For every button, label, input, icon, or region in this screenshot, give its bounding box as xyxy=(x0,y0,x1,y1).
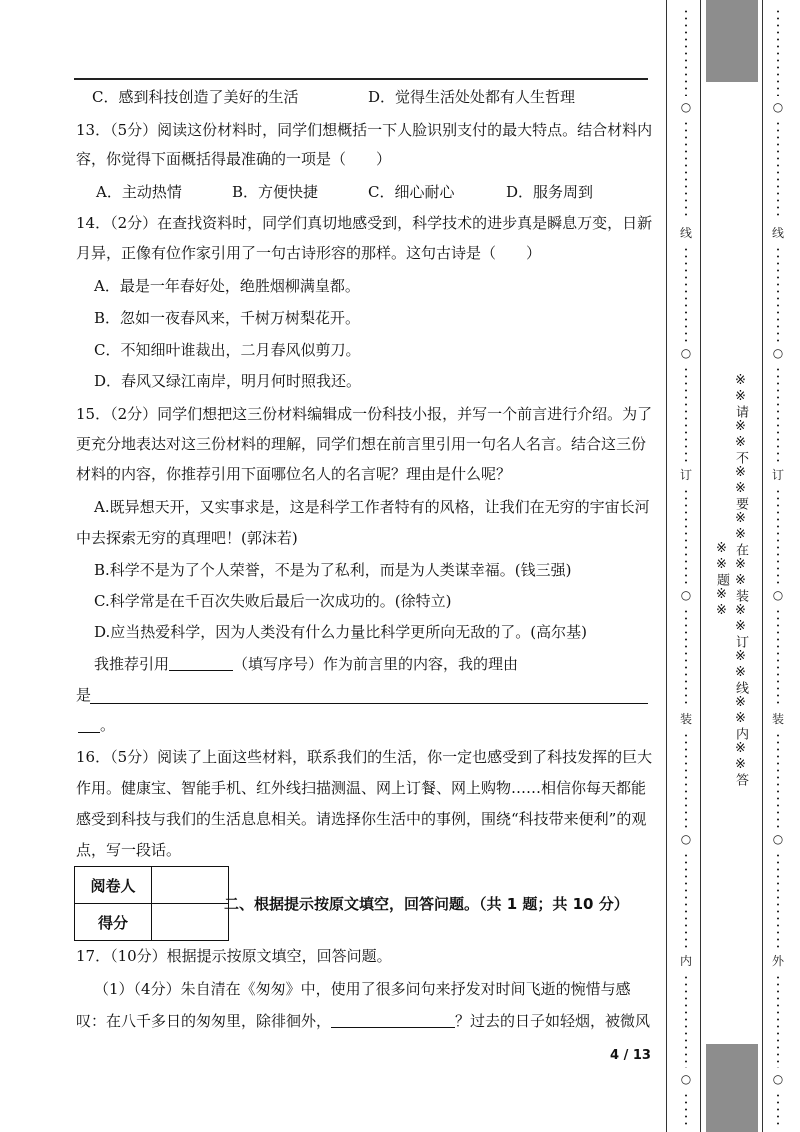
q13-option-a: A．主动热情 xyxy=(96,183,182,201)
outer-mark-ding: 订 xyxy=(771,468,784,482)
q12-option-c: C．感到科技创造了美好的生活 xyxy=(92,88,299,106)
q15-option-a-line2: 中去探索无穷的真理吧！(郭沫若) xyxy=(76,529,298,547)
q15-stem-line1: 15．（2分）同学们想把这三份材料编辑成一份科技小报，并写一个前言进行介绍。为了 xyxy=(76,405,653,423)
inner-mark-zhuang: 装 xyxy=(679,712,692,726)
binding-notice: ※※请※※不※※要※※在※※装※※订※※线※※内※※答※※题※※ xyxy=(714,373,748,787)
inner-mark-ding: 订 xyxy=(679,468,692,482)
q17-sub1-suffix: ？过去的日子如轻烟，被微风 xyxy=(455,1012,651,1030)
binding-border-inner xyxy=(700,0,701,1132)
q14-option-b: B．忽如一夜春风来，千树万树梨花开。 xyxy=(94,309,361,327)
q17-sub1-line2 xyxy=(76,1010,650,1032)
outer-circle-3: ○ xyxy=(772,588,784,602)
q13-option-d: D．服务周到 xyxy=(506,183,594,201)
inner-circle-5: ○ xyxy=(680,1072,692,1086)
q14-option-c: C．不知细叶谁裁出，二月春风似剪刀。 xyxy=(94,341,361,359)
binding-border-left xyxy=(666,0,667,1132)
q15-stem-line2: 更充分地表达对这三份材料的理解，同学们想在前言里引用一句名人名言。结合这三份 xyxy=(76,435,647,453)
q15-answer-middle: （填写序号）作为前言里的内容，我的理由 xyxy=(233,655,519,673)
outer-mark-line: 线 xyxy=(771,226,784,240)
q15-reason-blank[interactable] xyxy=(90,687,648,704)
q16-line2: 作用。健康宝、智能手机、红外线扫描测温、网上订餐、网上购物……相信你每天都能 xyxy=(76,779,647,797)
reviewer-cell[interactable] xyxy=(152,867,229,904)
q15-answer-line2-label: 是 xyxy=(76,686,92,704)
q15-option-d: D.应当热爱科学，因为人类没有什么力量比科学更所向无敌的了。(高尔基) xyxy=(94,623,587,641)
header-rule xyxy=(74,78,648,80)
score-label: 得分 xyxy=(75,904,152,941)
q17-sub1-blank[interactable] xyxy=(331,1011,455,1028)
q16-line3: 感受到科技与我们的生活息息相关。请选择你生活中的事例，围绕“科技带来便利”的观 xyxy=(76,810,647,828)
inner-mark-line: 线 xyxy=(679,226,692,240)
binding-gray-bar-bottom xyxy=(706,1044,758,1132)
q15-stem-line3: 材料的内容，你推荐引用下面哪位名人的名言呢？理由是什么呢？ xyxy=(76,465,512,483)
inner-circle-2: ○ xyxy=(680,346,692,360)
q17-sub1-line1: （1）（4分）朱自清在《匆匆》中，使用了很多问句来抒发对时间飞逝的惋惜与感 xyxy=(94,980,631,998)
q16-line4: 点，写一段话。 xyxy=(76,841,182,859)
q13-stem-line1: 13．（5分）阅读这份材料时，同学们想概括一下人脸识别支付的最大特点。结合材料内 xyxy=(76,121,653,139)
q15-option-a-line1: A.既异想天开，又实事求是，这是科学工作者特有的风格，让我们在无穷的宇宙长河 xyxy=(94,498,650,516)
q15-option-b: B.科学不是为了个人荣誉，不是为了私利，而是为人类谋幸福。(钱三强) xyxy=(94,561,572,579)
outer-circle-5: ○ xyxy=(772,1072,784,1086)
outer-circle-2: ○ xyxy=(772,346,784,360)
outer-binding-line xyxy=(768,0,788,1132)
q15-option-c: C.科学常是在千百次失败后最后一次成功的。(徐特立) xyxy=(94,592,452,610)
q17-sub1-prefix: 叹：在八千多日的匆匆里，除徘徊外， xyxy=(76,1012,332,1030)
binding-gray-bar-top xyxy=(706,0,758,82)
inner-mark-nei: 内 xyxy=(679,954,692,968)
q13-option-b: B．方便快捷 xyxy=(232,183,319,201)
q15-choice-blank[interactable] xyxy=(169,654,233,671)
q14-stem-line1: 14．（2分）在查找资料时，同学们真切地感受到，科学技术的进步真是瞬息万变，日新 xyxy=(76,214,653,232)
reviewer-label: 阅卷人 xyxy=(75,867,152,904)
q13-option-c: C．细心耐心 xyxy=(368,183,455,201)
q13-stem-line2: 容，你觉得下面概括得最准确的一项是（ ） xyxy=(76,150,392,168)
section-title: 二、根据提示按原文填空，回答问题。（共 1 题；共 10 分） xyxy=(224,895,629,913)
outer-mark-wai: 外 xyxy=(771,954,784,968)
q15-answer-prefix: 我推荐引用 xyxy=(94,655,170,673)
inner-circle-3: ○ xyxy=(680,588,692,602)
q12-option-d: D．觉得生活处处都有人生哲理 xyxy=(368,88,576,106)
outer-mark-zhuang: 装 xyxy=(771,712,784,726)
q14-option-a: A．最是一年春好处，绝胜烟柳满皇都。 xyxy=(94,277,360,295)
outer-circle-4: ○ xyxy=(772,832,784,846)
q16-line1: 16．（5分）阅读了上面这些材料，联系我们的生活，你一定也感受到了科技发挥的巨大 xyxy=(76,748,653,766)
score-cell[interactable] xyxy=(152,904,229,941)
binding-border-outer xyxy=(762,0,763,1132)
q14-stem-line2: 月异，正像有位作家引用了一句古诗形容的那样。这句古诗是（ ） xyxy=(76,244,542,262)
q15-reason-blank-continued[interactable] xyxy=(78,716,100,733)
q15-answer-end: 。 xyxy=(100,716,116,734)
score-box xyxy=(74,866,229,941)
inner-circle-1: ○ xyxy=(680,100,692,114)
q15-answer-line1 xyxy=(94,653,518,675)
page-number: 4 / 13 xyxy=(610,1048,651,1063)
inner-circle-4: ○ xyxy=(680,832,692,846)
inner-binding-line xyxy=(676,0,696,1132)
outer-circle-1: ○ xyxy=(772,100,784,114)
q14-option-d: D．春风又绿江南岸，明月何时照我还。 xyxy=(94,372,362,390)
q17-stem: 17．（10分）根据提示按原文填空，回答问题。 xyxy=(76,947,392,965)
